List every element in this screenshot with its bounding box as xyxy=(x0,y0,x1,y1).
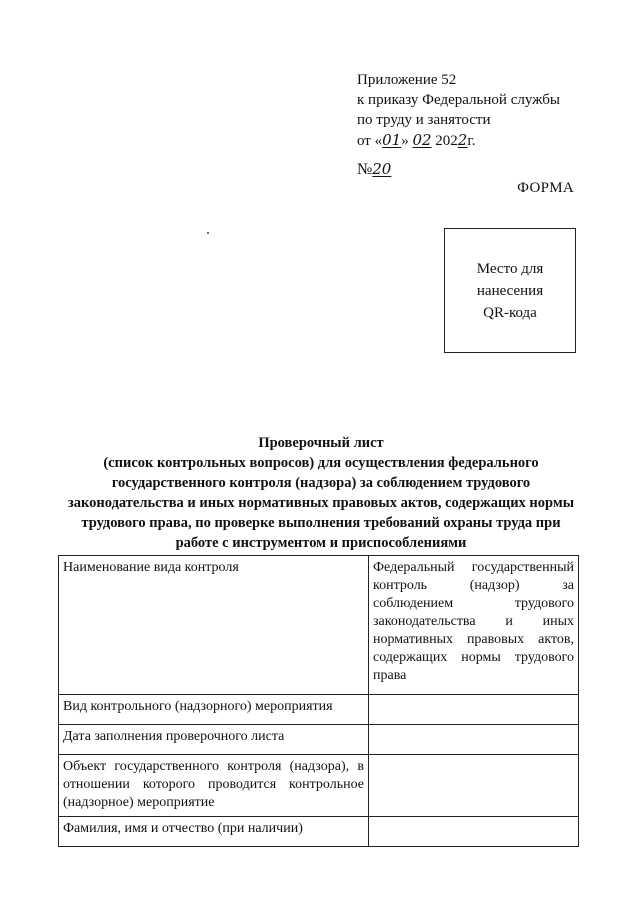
title-line-3: государственного контроля (надзора) за соблюдением трудового xyxy=(111,475,531,491)
scan-speck xyxy=(207,232,209,234)
date-day: 01 xyxy=(382,131,402,149)
table-row xyxy=(59,556,579,695)
qr-line-1: Место для xyxy=(476,260,544,277)
qr-line-2: нанесения xyxy=(476,282,544,299)
row-label: Вид контрольного (надзорного) мероприятия xyxy=(59,695,369,725)
qr-code-placeholder xyxy=(444,228,576,353)
date-suffix: г. xyxy=(467,133,476,149)
row-label: Объект государственного контроля (надзора), в отношении которого проводится контрольное (надзорное) мероприятие xyxy=(59,755,369,817)
table-row xyxy=(59,755,579,817)
qr-placeholder-text xyxy=(477,258,543,324)
document-title xyxy=(40,433,602,553)
appendix-number-line xyxy=(357,159,560,180)
row-value xyxy=(369,817,579,847)
title-line-2: (список контрольных вопросов) для осуществления федерального xyxy=(103,455,539,471)
date-month: 02 xyxy=(412,131,432,149)
date-year-prefix: 202 xyxy=(435,133,458,149)
appendix-date-line xyxy=(357,130,560,151)
title-line-1: Проверочный лист xyxy=(258,435,384,451)
appendix-title: Приложение 52 xyxy=(357,72,457,88)
date-mid: » xyxy=(401,133,409,149)
table-row xyxy=(59,725,579,755)
qr-line-3: QR-кода xyxy=(483,304,537,321)
table-row xyxy=(59,695,579,725)
appendix-order-line: к приказу Федеральной службы xyxy=(357,92,561,108)
form-label: ФОРМА xyxy=(517,180,574,196)
row-value xyxy=(369,695,579,725)
date-year-digit: 2 xyxy=(457,131,468,149)
title-line-5: трудового права, по проверке выполнения требований охраны труда при xyxy=(81,515,561,531)
number-value: 20 xyxy=(372,160,392,178)
table-row xyxy=(59,817,579,847)
appendix-block xyxy=(357,70,560,180)
row-value: Федеральный государственный контроль (надзор) за соблюдением трудового законодательства и иных нормативных правовых актов, содержащих нормы трудового права xyxy=(369,556,579,695)
date-prefix: от « xyxy=(357,133,383,149)
number-prefix: № xyxy=(357,161,373,178)
row-label: Фамилия, имя и отчество (при наличии) xyxy=(59,817,369,847)
row-label: Наименование вида контроля xyxy=(59,556,369,695)
row-label: Дата заполнения проверочного листа xyxy=(59,725,369,755)
row-value xyxy=(369,725,579,755)
appendix-agency-line: по труду и занятости xyxy=(357,112,491,128)
row-value xyxy=(369,755,579,817)
title-line-6: работе с инструментом и приспособлениями xyxy=(175,535,467,551)
checklist-table xyxy=(58,555,579,847)
title-line-4: законодательства и иных нормативных правовых актов, содержащих нормы xyxy=(67,495,575,511)
